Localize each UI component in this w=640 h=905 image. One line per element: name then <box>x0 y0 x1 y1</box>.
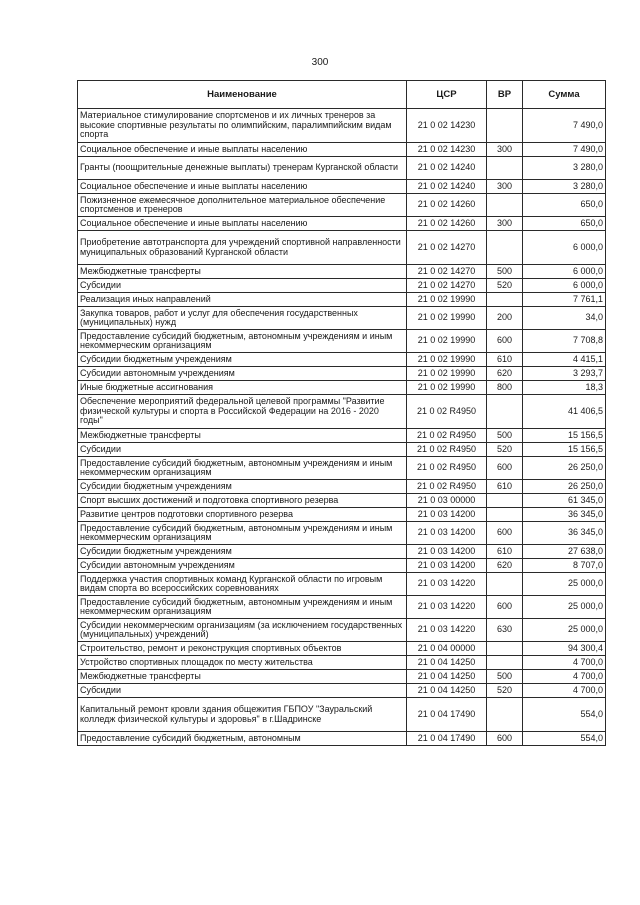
cell-name: Реализация иных направлений <box>78 293 407 307</box>
cell-sum: 3 280,0 <box>523 180 606 194</box>
cell-csr: 21 0 03 14200 <box>407 559 487 573</box>
cell-sum: 7 490,0 <box>523 143 606 157</box>
cell-vr <box>487 642 523 656</box>
table-row <box>78 330 606 353</box>
table-row <box>78 429 606 443</box>
cell-name: Устройство спортивных площадок по месту жительства <box>78 656 407 670</box>
cell-name: Предоставление субсидий бюджетным, автономным учреждениям и иным некоммерческим организациям <box>78 522 407 545</box>
cell-vr: 610 <box>487 353 523 367</box>
cell-sum: 36 345,0 <box>523 508 606 522</box>
cell-sum: 554,0 <box>523 732 606 746</box>
cell-csr: 21 0 02 19990 <box>407 330 487 353</box>
cell-vr: 300 <box>487 217 523 231</box>
cell-sum: 18,3 <box>523 381 606 395</box>
cell-vr: 610 <box>487 480 523 494</box>
table-row <box>78 698 606 732</box>
table-row <box>78 279 606 293</box>
page-number: 300 <box>311 57 329 68</box>
cell-csr: 21 0 02 R4950 <box>407 429 487 443</box>
table-row <box>78 307 606 330</box>
cell-vr <box>487 395 523 429</box>
cell-csr: 21 0 03 14220 <box>407 596 487 619</box>
cell-vr: 300 <box>487 180 523 194</box>
cell-name: Субсидии бюджетным учреждениям <box>78 353 407 367</box>
cell-csr: 21 0 02 R4950 <box>407 443 487 457</box>
cell-sum: 15 156,5 <box>523 429 606 443</box>
cell-name: Субсидии <box>78 684 407 698</box>
cell-vr: 630 <box>487 619 523 642</box>
table-row <box>78 545 606 559</box>
cell-vr: 600 <box>487 330 523 353</box>
cell-sum: 6 000,0 <box>523 279 606 293</box>
cell-sum: 4 700,0 <box>523 670 606 684</box>
cell-sum: 34,0 <box>523 307 606 330</box>
table-row <box>78 443 606 457</box>
cell-sum: 8 707,0 <box>523 559 606 573</box>
table-row <box>78 656 606 670</box>
cell-csr: 21 0 04 17490 <box>407 698 487 732</box>
cell-sum: 650,0 <box>523 217 606 231</box>
cell-csr: 21 0 04 14250 <box>407 684 487 698</box>
cell-vr <box>487 698 523 732</box>
cell-sum: 94 300,4 <box>523 642 606 656</box>
table-row <box>78 265 606 279</box>
cell-sum: 25 000,0 <box>523 596 606 619</box>
table-row <box>78 573 606 596</box>
table-row <box>78 231 606 265</box>
table-row <box>78 457 606 480</box>
cell-csr: 21 0 03 14200 <box>407 545 487 559</box>
table-row <box>78 508 606 522</box>
cell-vr <box>487 231 523 265</box>
table-row <box>78 143 606 157</box>
cell-name: Субсидии некоммерческим организациям (за исключением государственных (муниципальных) учреждений) <box>78 619 407 642</box>
cell-sum: 25 000,0 <box>523 573 606 596</box>
cell-csr: 21 0 04 00000 <box>407 642 487 656</box>
table-row <box>78 732 606 746</box>
cell-sum: 7 761,1 <box>523 293 606 307</box>
cell-csr: 21 0 03 14200 <box>407 522 487 545</box>
table-row <box>78 684 606 698</box>
cell-name: Субсидии <box>78 279 407 293</box>
cell-csr: 21 0 02 19990 <box>407 381 487 395</box>
table-row <box>78 293 606 307</box>
cell-csr: 21 0 02 19990 <box>407 293 487 307</box>
cell-vr: 500 <box>487 429 523 443</box>
cell-vr: 500 <box>487 670 523 684</box>
cell-sum: 4 415,1 <box>523 353 606 367</box>
table-row <box>78 670 606 684</box>
cell-name: Гранты (поощрительные денежные выплаты) тренерам Курганской области <box>78 157 407 180</box>
cell-vr: 600 <box>487 457 523 480</box>
cell-name: Развитие центров подготовки спортивного резерва <box>78 508 407 522</box>
cell-name: Предоставление субсидий бюджетным, автономным учреждениям и иным некоммерческим организациям <box>78 330 407 353</box>
cell-csr: 21 0 02 14260 <box>407 217 487 231</box>
cell-vr: 520 <box>487 684 523 698</box>
table-row <box>78 367 606 381</box>
header-name: Наименование <box>78 81 407 109</box>
table-row <box>78 480 606 494</box>
cell-vr: 610 <box>487 545 523 559</box>
cell-sum: 554,0 <box>523 698 606 732</box>
table-row <box>78 194 606 217</box>
cell-csr: 21 0 04 14250 <box>407 670 487 684</box>
cell-sum: 3 293,7 <box>523 367 606 381</box>
cell-vr <box>487 656 523 670</box>
cell-sum: 4 700,0 <box>523 684 606 698</box>
cell-name: Субсидии бюджетным учреждениям <box>78 545 407 559</box>
cell-csr: 21 0 02 19990 <box>407 307 487 330</box>
cell-csr: 21 0 03 14200 <box>407 508 487 522</box>
cell-csr: 21 0 02 R4950 <box>407 457 487 480</box>
cell-vr <box>487 293 523 307</box>
cell-vr: 600 <box>487 596 523 619</box>
cell-csr: 21 0 02 14270 <box>407 279 487 293</box>
cell-csr: 21 0 02 14270 <box>407 265 487 279</box>
table-row <box>78 395 606 429</box>
header-sum: Сумма <box>523 81 606 109</box>
cell-vr: 800 <box>487 381 523 395</box>
cell-csr: 21 0 02 R4950 <box>407 395 487 429</box>
cell-vr <box>487 573 523 596</box>
cell-csr: 21 0 02 R4950 <box>407 480 487 494</box>
cell-name: Межбюджетные трансферты <box>78 429 407 443</box>
cell-name: Социальное обеспечение и иные выплаты населению <box>78 143 407 157</box>
cell-vr: 600 <box>487 522 523 545</box>
table-row <box>78 180 606 194</box>
cell-name: Строительство, ремонт и реконструкция спортивных объектов <box>78 642 407 656</box>
table-row <box>78 109 606 143</box>
cell-name: Межбюджетные трансферты <box>78 670 407 684</box>
cell-name: Межбюджетные трансферты <box>78 265 407 279</box>
cell-name: Закупка товаров, работ и услуг для обеспечения государственных (муниципальных) нужд <box>78 307 407 330</box>
cell-sum: 41 406,5 <box>523 395 606 429</box>
cell-csr: 21 0 02 14240 <box>407 157 487 180</box>
cell-vr: 200 <box>487 307 523 330</box>
cell-csr: 21 0 02 19990 <box>407 353 487 367</box>
cell-name: Субсидии бюджетным учреждениям <box>78 480 407 494</box>
cell-csr: 21 0 03 00000 <box>407 494 487 508</box>
cell-sum: 26 250,0 <box>523 457 606 480</box>
table-row <box>78 596 606 619</box>
cell-name: Предоставление субсидий бюджетным, автономным учреждениям и иным некоммерческим организациям <box>78 457 407 480</box>
cell-name: Предоставление субсидий бюджетным, автономным <box>78 732 407 746</box>
cell-sum: 4 700,0 <box>523 656 606 670</box>
cell-sum: 7 490,0 <box>523 109 606 143</box>
table-row <box>78 157 606 180</box>
cell-vr <box>487 109 523 143</box>
table-row <box>78 619 606 642</box>
cell-csr: 21 0 02 19990 <box>407 367 487 381</box>
cell-vr <box>487 194 523 217</box>
cell-vr <box>487 494 523 508</box>
header-vr: ВР <box>487 81 523 109</box>
cell-name: Субсидии <box>78 443 407 457</box>
cell-name: Материальное стимулирование спортсменов и их личных тренеров за высокие спортивные результаты по олимпийским, паралимпийским видам спорта <box>78 109 407 143</box>
cell-vr <box>487 508 523 522</box>
cell-name: Субсидии автономным учреждениям <box>78 559 407 573</box>
table-row <box>78 353 606 367</box>
cell-sum: 6 000,0 <box>523 231 606 265</box>
cell-csr: 21 0 03 14220 <box>407 573 487 596</box>
cell-vr: 620 <box>487 367 523 381</box>
cell-csr: 21 0 02 14240 <box>407 180 487 194</box>
cell-name: Социальное обеспечение и иные выплаты населению <box>78 180 407 194</box>
cell-csr: 21 0 02 14260 <box>407 194 487 217</box>
table-header-row <box>78 81 606 109</box>
cell-sum: 3 280,0 <box>523 157 606 180</box>
cell-name: Спорт высших достижений и подготовка спортивного резерва <box>78 494 407 508</box>
cell-name: Предоставление субсидий бюджетным, автономным учреждениям и иным некоммерческим организациям <box>78 596 407 619</box>
cell-vr: 620 <box>487 559 523 573</box>
cell-name: Иные бюджетные ассигнования <box>78 381 407 395</box>
cell-csr: 21 0 02 14230 <box>407 143 487 157</box>
cell-vr: 520 <box>487 279 523 293</box>
cell-csr: 21 0 04 14250 <box>407 656 487 670</box>
cell-sum: 26 250,0 <box>523 480 606 494</box>
cell-sum: 15 156,5 <box>523 443 606 457</box>
cell-vr: 600 <box>487 732 523 746</box>
cell-name: Поддержка участия спортивных команд Курганской области по игровым видам спорта во всероссийских соревнованиях <box>78 573 407 596</box>
table-row <box>78 559 606 573</box>
budget-table <box>77 80 606 746</box>
cell-name: Капитальный ремонт кровли здания общежития ГБПОУ "Зауральский колледж физической культуры и здоровья" в г.Шадринске <box>78 698 407 732</box>
cell-name: Социальное обеспечение и иные выплаты населению <box>78 217 407 231</box>
table-row <box>78 522 606 545</box>
cell-csr: 21 0 03 14220 <box>407 619 487 642</box>
cell-sum: 25 000,0 <box>523 619 606 642</box>
cell-csr: 21 0 02 14230 <box>407 109 487 143</box>
cell-vr: 520 <box>487 443 523 457</box>
cell-vr <box>487 157 523 180</box>
cell-sum: 27 638,0 <box>523 545 606 559</box>
table-row <box>78 381 606 395</box>
cell-name: Субсидии автономным учреждениям <box>78 367 407 381</box>
table-body <box>78 109 606 746</box>
cell-name: Обеспечение мероприятий федеральной целевой программы "Развитие физической культуры и спорта в Российской Федерации на 2016 - 2020 годы" <box>78 395 407 429</box>
cell-sum: 61 345,0 <box>523 494 606 508</box>
cell-sum: 7 708,8 <box>523 330 606 353</box>
cell-name: Пожизненное ежемесячное дополнительное материальное обеспечение спортсменов и тренеров <box>78 194 407 217</box>
table-row <box>78 642 606 656</box>
table-row <box>78 217 606 231</box>
header-csr: ЦСР <box>407 81 487 109</box>
cell-sum: 6 000,0 <box>523 265 606 279</box>
cell-csr: 21 0 02 14270 <box>407 231 487 265</box>
cell-csr: 21 0 04 17490 <box>407 732 487 746</box>
cell-vr: 300 <box>487 143 523 157</box>
cell-sum: 36 345,0 <box>523 522 606 545</box>
cell-sum: 650,0 <box>523 194 606 217</box>
cell-name: Приобретение автотранспорта для учреждений спортивной направленности муниципальных образований Курганской области <box>78 231 407 265</box>
table-row <box>78 494 606 508</box>
cell-vr: 500 <box>487 265 523 279</box>
